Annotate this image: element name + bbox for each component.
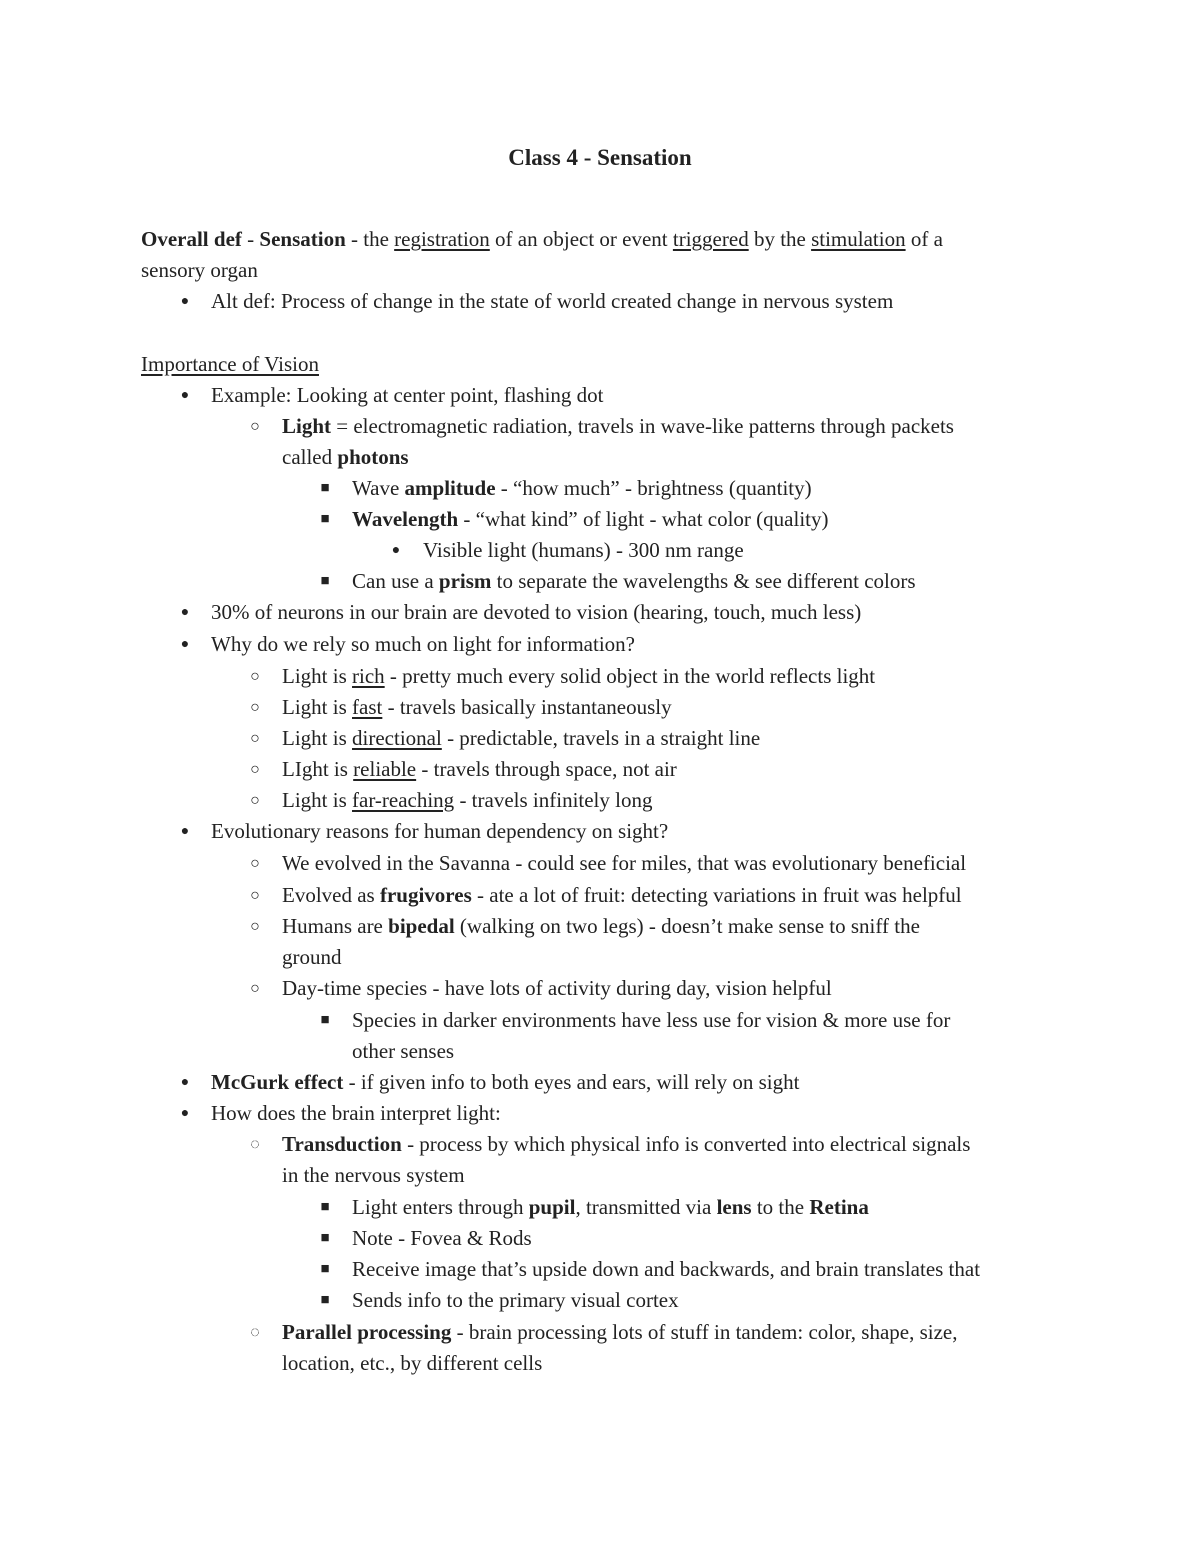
square-bullet-icon: ■	[320, 573, 330, 589]
list-item: Wave amplitude - “how much” - brightness (quantity)	[352, 476, 812, 500]
disc-bullet-icon: ●	[180, 605, 190, 620]
list-item: 30% of neurons in our brain are devoted to vision (hearing, touch, much less)	[211, 600, 862, 624]
disc-bullet-icon: ●	[180, 1106, 190, 1121]
square-bullet-icon: ■	[320, 511, 330, 527]
list-item: Light = electromagnetic radiation, travels in wave-like patterns through packets	[282, 414, 954, 438]
list-item-cont: called photons	[282, 445, 409, 469]
disc-bullet-icon: ●	[180, 294, 190, 309]
list-item: Wavelength - “what kind” of light - what color (quality)	[352, 507, 829, 531]
dotted-circle-bullet-icon: ◌	[250, 1324, 260, 1341]
list-item: Receive image that’s upside down and backwards, and brain translates that	[352, 1257, 981, 1281]
circle-bullet-icon: ○	[250, 730, 260, 747]
circle-bullet-icon: ○	[250, 668, 260, 685]
alt-def: Alt def: Process of change in the state of world created change in nervous system	[211, 289, 894, 313]
page-title: Class 4 - Sensation	[508, 145, 692, 170]
square-bullet-icon: ■	[320, 1012, 330, 1028]
list-item: Light is fast - travels basically instantaneously	[282, 695, 672, 719]
list-item: Can use a prism to separate the wavelengths & see different colors	[352, 569, 916, 593]
disc-bullet-icon: ●	[180, 637, 190, 652]
circle-bullet-icon: ○	[250, 418, 260, 435]
list-item-cont: ground	[282, 945, 342, 969]
disc-bullet-icon: ●	[180, 824, 190, 839]
list-item: Parallel processing - brain processing lots of stuff in tandem: color, shape, size,	[282, 1320, 958, 1344]
list-item: Transduction - process by which physical info is converted into electrical signals	[282, 1132, 971, 1156]
list-item: Why do we rely so much on light for information?	[211, 632, 635, 656]
disc-bullet-icon: ●	[180, 388, 190, 403]
list-item: Species in darker environments have less use for vision & more use for	[352, 1008, 951, 1032]
list-item: Evolutionary reasons for human dependency on sight?	[211, 819, 669, 843]
square-bullet-icon: ■	[320, 1292, 330, 1308]
list-item: Evolved as frugivores - ate a lot of fruit: detecting variations in fruit was helpful	[282, 883, 962, 907]
circle-bullet-icon: ○	[250, 855, 260, 872]
circle-bullet-icon: ○	[250, 918, 260, 935]
circle-bullet-icon: ○	[250, 699, 260, 716]
circle-bullet-icon: ○	[250, 887, 260, 904]
list-item: McGurk effect - if given info to both eyes and ears, will rely on sight	[211, 1070, 800, 1094]
disc-bullet-icon: ●	[391, 543, 401, 558]
list-item: Light enters through pupil, transmitted via lens to the Retina	[352, 1195, 869, 1219]
square-bullet-icon: ■	[320, 1230, 330, 1246]
list-item: We evolved in the Savanna - could see for miles, that was evolutionary beneficial	[282, 851, 967, 875]
square-bullet-icon: ■	[320, 1261, 330, 1277]
overall-def: Overall def - Sensation - the registration of an object or event triggered by the stimulation of a	[141, 227, 943, 251]
square-bullet-icon: ■	[320, 1199, 330, 1215]
list-item: Light is far-reaching - travels infinitely long	[282, 788, 653, 812]
dotted-circle-bullet-icon: ◌	[250, 1136, 260, 1153]
disc-bullet-icon: ●	[180, 1075, 190, 1090]
circle-bullet-icon: ○	[250, 792, 260, 809]
list-item-cont: in the nervous system	[282, 1163, 465, 1187]
list-item: How does the brain interpret light:	[211, 1101, 501, 1125]
list-item: Light is directional - predictable, travels in a straight line	[282, 726, 761, 750]
section-heading: Importance of Vision	[141, 352, 319, 376]
list-item: Day-time species - have lots of activity during day, vision helpful	[282, 976, 832, 1000]
list-item: Example: Looking at center point, flashing dot	[211, 383, 604, 407]
list-item: Light is rich - pretty much every solid object in the world reflects light	[282, 664, 876, 688]
list-item: Visible light (humans) - 300 nm range	[423, 538, 744, 562]
circle-bullet-icon: ○	[250, 761, 260, 778]
list-item: Humans are bipedal (walking on two legs) - doesn’t make sense to sniff the	[282, 914, 920, 938]
list-item: Note - Fovea & Rods	[352, 1226, 532, 1250]
list-item-cont: other senses	[352, 1039, 455, 1063]
list-item: Sends info to the primary visual cortex	[352, 1288, 679, 1312]
list-item-cont: location, etc., by different cells	[282, 1351, 543, 1375]
overall-def-cont: sensory organ	[141, 258, 258, 282]
list-item: LIght is reliable - travels through space, not air	[282, 757, 677, 781]
sensation-term: Sensation	[259, 227, 346, 251]
square-bullet-icon: ■	[320, 480, 330, 496]
overall-label: Overall def	[141, 227, 242, 251]
circle-bullet-icon: ○	[250, 980, 260, 997]
